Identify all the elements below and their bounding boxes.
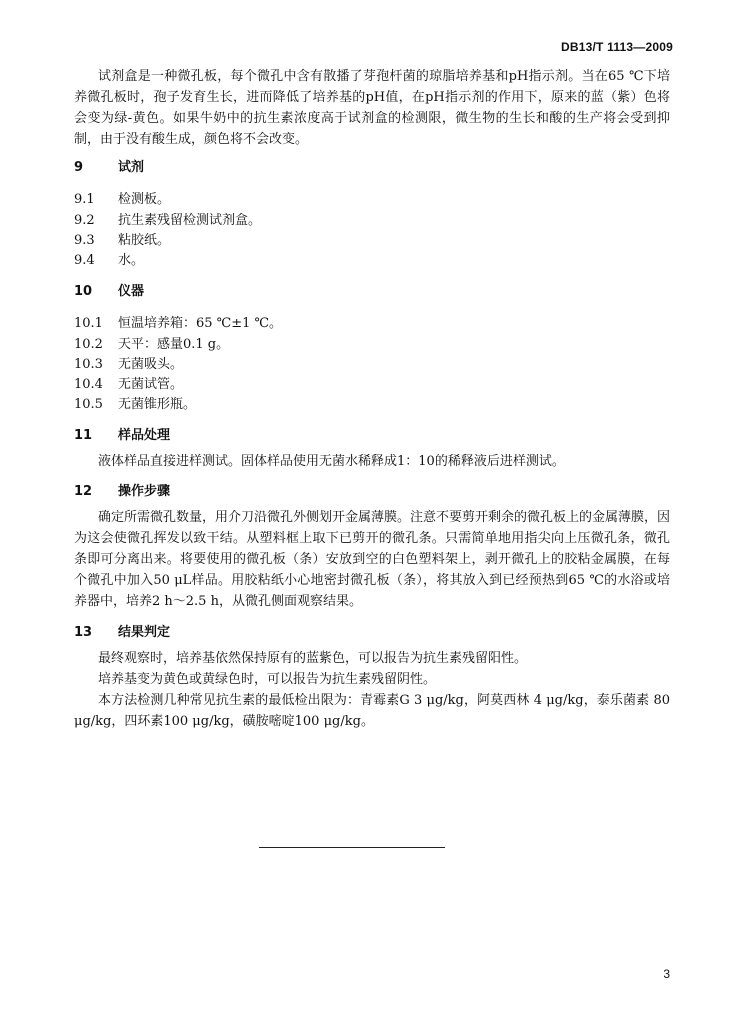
section-12-heading [74, 480, 170, 499]
item-number: 10.5 [74, 397, 103, 412]
standard-code: DB13/T 1113—2009 [561, 40, 673, 54]
item-text: 恒温培养箱：65 ℃±1 ℃。 [118, 316, 283, 331]
section-13-heading [74, 621, 170, 640]
item-number: 9.4 [74, 253, 95, 268]
page-number: 3 [663, 967, 670, 981]
section-13-paragraph: 最终观察时，培养基依然保持原有的蓝紫色，可以报告为抗生素残留阳性。 [98, 651, 528, 666]
section-title: 样品处理 [118, 428, 171, 443]
item-number: 10.1 [74, 316, 103, 331]
item-text: 无菌试管。 [118, 377, 184, 392]
item-number: 10.3 [74, 357, 103, 372]
list-item [74, 312, 282, 331]
section-9-heading [74, 156, 144, 175]
item-text: 天平：感量0.1 g。 [118, 337, 230, 352]
section-title: 操作步骤 [118, 484, 171, 499]
section-number: 11 [74, 428, 93, 443]
section-number: 10 [74, 284, 93, 299]
list-item [74, 209, 261, 228]
list-item [74, 353, 183, 372]
section-13-paragraph: 培养基变为黄色或黄绿色时，可以报告为抗生素残留阴性。 [98, 672, 437, 687]
list-item [74, 229, 170, 248]
list-item [74, 249, 144, 268]
list-item [74, 393, 196, 412]
item-number: 9.3 [74, 233, 95, 248]
item-text: 无菌吸头。 [118, 357, 184, 372]
item-number: 10.2 [74, 337, 103, 352]
section-11-paragraph: 液体样品直接进样测试。固体样品使用无菌水稀释成1：10的稀释液后进样测试。 [98, 454, 565, 469]
intro-paragraph: 试剂盒是一种微孔板，每个微孔中含有散播了芽孢杆菌的琼脂培养基和pH指示剂。当在65 ℃下培养微孔板时，孢子发育生长，进而降低了培养基的pH值，在pH指示剂的作用下，原来的蓝（紫）色将会变为绿-黄色。如果牛奶中的抗生素浓度高于试剂盒的检测限，微生物的生长和酸的生产将会受到抑制，由于没有酸生成，颜色将不会改变。 [74, 69, 670, 147]
item-number: 10.4 [74, 377, 103, 392]
section-13-paragraph: 本方法检测几种常见抗生素的最低检出限为：青霉素G 3 μg/kg，阿莫西林 4 μg/kg，泰乐菌素 80 μg/kg，四环素100 μg/kg，磺胺嘧啶100 μg/kg。 [74, 693, 670, 729]
list-item [74, 373, 183, 392]
item-number: 9.1 [74, 192, 95, 207]
list-item [74, 333, 229, 352]
item-text: 检测板。 [118, 192, 171, 207]
section-title: 仪器 [118, 284, 145, 299]
item-number: 9.2 [74, 213, 95, 228]
section-title: 结果判定 [118, 625, 171, 640]
item-text: 粘胶纸。 [118, 233, 171, 248]
section-11-heading [74, 424, 170, 443]
section-number: 13 [74, 625, 93, 640]
section-10-heading [74, 280, 144, 299]
end-rule [259, 847, 445, 848]
item-text: 无菌锥形瓶。 [118, 397, 197, 412]
item-text: 水。 [118, 253, 145, 268]
section-number: 12 [74, 484, 93, 499]
section-title: 试剂 [118, 160, 145, 175]
list-item [74, 188, 170, 207]
section-12-paragraph: 确定所需微孔数量，用介刀沿微孔外侧划开金属薄膜。注意不要剪开剩余的微孔板上的金属薄膜，因为这会使微孔挥发以致干结。从塑料框上取下已剪开的微孔条。只需简单地用指尖向上压微孔条，微孔条即可分离出来。将要使用的微孔板（条）安放到空的白色塑料架上，剥开微孔上的胶粘金属膜，在每个微孔中加入50 μL样品。用胶粘纸小心地密封微孔板（条），将其放入到已经预热到65 ℃的水浴或培养器中，培养2 h～2.5 h，从微孔侧面观察结果。 [74, 510, 671, 609]
item-text: 抗生素残留检测试剂盒。 [118, 213, 262, 228]
section-number: 9 [74, 160, 84, 175]
